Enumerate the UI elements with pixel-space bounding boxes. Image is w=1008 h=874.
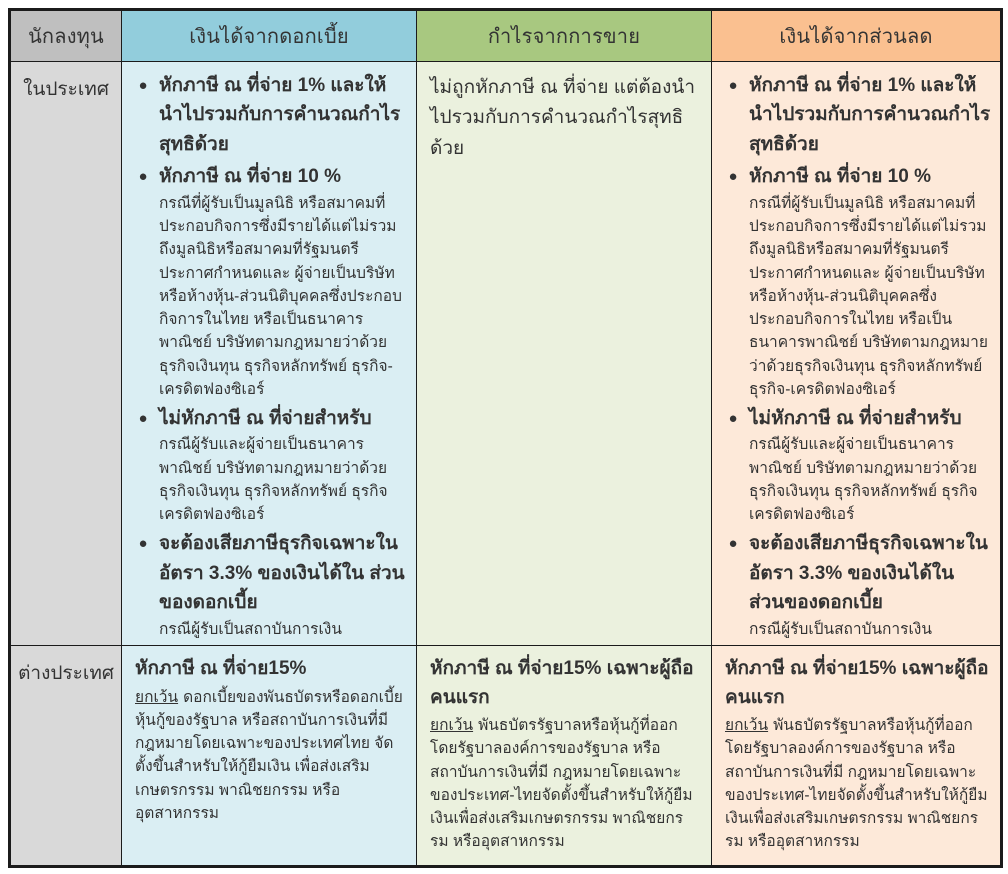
bullet-icon: ●: [138, 535, 148, 553]
cell-foreign-sale: [417, 646, 712, 867]
bullet-detail: กรณีที่ผู้รับเป็นมูลนิธิ หรือสมาคมที่ประกอบกิจการซึ่งมีรายได้แต่ไม่รวมถึงมูลนิธิหรือสมาคมที่รัฐมนตรีประกาศกำหนดและ ผู้จ่ายเป็นบริษัท หรือห้างหุ้น-ส่วนนิติบุคคลซึ่งประกอบกิจการในไทย หรือเป็นธนาคารพาณิชย์ บริษัทตามกฎหมายว่าด้วยธุรกิจเงินทุน ธุรกิจหลักทรัพย์ ธุรกิจ-เครดิตฟองซิเอร์: [749, 194, 988, 398]
row-label-domestic: ในประเทศ: [10, 62, 122, 646]
bullet-icon: ●: [728, 535, 738, 553]
sale-domestic-text: ไม่ถูกหักภาษี ณ ที่จ่าย แต่ต้องนำไปรวมกับการคำนวณกำไรสุทธิด้วย: [430, 77, 696, 159]
bullet-lead: หักภาษี ณ ที่จ่าย 10 %: [749, 166, 931, 188]
row-foreign: [10, 646, 1002, 867]
bullet-item: [127, 71, 409, 159]
bullet-icon: ●: [728, 410, 738, 427]
bullet-icon: ●: [728, 168, 738, 186]
bullet-lead: จะต้องเสียภาษีธุรกิจเฉพาะในอัตรา 3.3% ของเงินได้ใน ส่วนของดอกเบี้ย: [159, 533, 405, 614]
bullet-item: [127, 162, 409, 401]
tax-table: [8, 8, 1003, 868]
header-discount-income: เงินได้จากส่วนลด: [712, 10, 1002, 62]
cell-foreign-interest: [122, 646, 417, 867]
foreign-discount-lead: หักภาษี ณ ที่จ่าย15% เฉพาะผู้ถือคนแรก: [725, 658, 989, 708]
foreign-sale-detail: [430, 714, 700, 854]
bullet-icon: ●: [728, 77, 738, 94]
foreign-sale-lead: หักภาษี ณ ที่จ่าย15% เฉพาะผู้ถือคนแรก: [430, 658, 694, 708]
foreign-interest-lead: หักภาษี ณ ที่จ่าย15%: [135, 658, 307, 679]
row-label-foreign: ต่างประเทศ: [10, 646, 122, 867]
cell-foreign-discount: [712, 646, 1002, 867]
exception-text: ดอกเบี้ยของพันธบัตรหรือดอกเบี้ยหุ้นกู้ของรัฐบาล หรือสถาบันการเงินที่มีกฎหมายโดยเฉพาะของประเทศไทย จัดตั้งขึ้นสำหรับให้กู้ยืมเงิน เพื่อส่งเสริมเกษตรกรรม พาณิชยกรรม หรืออุตสาหกรรม: [135, 688, 403, 822]
bullet-lead: หักภาษี ณ ที่จ่าย 1% และให้นำไปรวมกับการคำนวณกำไรสุทธิด้วย: [159, 75, 401, 155]
header-sale-profit: กำไรจากการขาย: [417, 10, 712, 62]
bullet-item: [717, 529, 993, 641]
cell-domestic-interest: [122, 62, 417, 646]
exception-label: ยกเว้น: [725, 717, 769, 734]
bullet-detail: กรณีที่ผู้รับเป็นมูลนิธิ หรือสมาคมที่ประกอบกิจการซึ่งมีรายได้แต่ไม่รวมถึงมูลนิธิหรือสมาคมที่รัฐมนตรีประกาศกำหนดและ ผู้จ่ายเป็นบริษัท หรือห้างหุ้น-ส่วนนิติบุคคลซึ่งประกอบกิจการในไทย หรือเป็นธนาคารพาณิชย์ บริษัทตามกฎหมายว่าด้วยธุรกิจเงินทุน ธุรกิจหลักทรัพย์ ธุรกิจ-เครดิตฟองซิเอร์: [159, 194, 402, 398]
discount-bullet-list: [713, 63, 999, 641]
bullet-item: [127, 529, 409, 641]
header-investor: นักลงทุน: [10, 10, 122, 62]
bullet-item: [127, 404, 409, 526]
cell-domestic-sale: [417, 62, 712, 646]
bullet-item: [717, 162, 993, 401]
bullet-lead: หักภาษี ณ ที่จ่าย 10 %: [159, 166, 341, 188]
bullet-detail: กรณีผู้รับเป็นสถาบันการเงิน: [749, 620, 932, 638]
foreign-interest-detail: [135, 686, 405, 826]
foreign-discount-detail: [725, 714, 989, 854]
bullet-lead: ไม่หักภาษี ณ ที่จ่ายสำหรับ: [159, 408, 372, 429]
bullet-icon: ●: [138, 77, 148, 94]
bullet-item: [717, 71, 993, 159]
row-domestic: [10, 62, 1002, 646]
bullet-icon: ●: [138, 168, 148, 186]
exception-text: พันธบัตรรัฐบาลหรือหุ้นกู้ที่ออกโดยรัฐบาลองค์การของรัฐบาล หรือสถาบันการเงินที่มี กฎหมายโดยเฉพาะของประเทศ-ไทยจัดตั้งขึ้นสำหรับให้กู้ยืมเงินเพื่อส่งเสริมเกษตรกรรม พาณิชยกรรม หรืออุตสาหกรรม: [725, 717, 988, 851]
bullet-item: [717, 404, 993, 526]
bullet-detail: กรณีผู้รับและผู้จ่ายเป็นธนาคารพาณิชย์ บริษัทตามกฎหมายว่าด้วยธุรกิจเงินทุน ธุรกิจหลักทรัพย์ ธุรกิจเครดิตฟองซิเอร์: [159, 436, 388, 524]
header-row: [10, 10, 1002, 62]
header-interest-income: เงินได้จากดอกเบี้ย: [122, 10, 417, 62]
bullet-lead: จะต้องเสียภาษีธุรกิจเฉพาะในอัตรา 3.3% ของเงินได้ใน ส่วนของดอกเบี้ย: [749, 533, 988, 614]
exception-label: ยกเว้น: [430, 717, 474, 734]
bullet-lead: ไม่หักภาษี ณ ที่จ่ายสำหรับ: [749, 408, 962, 429]
exception-label: ยกเว้น: [135, 688, 179, 706]
bullet-detail: กรณีผู้รับและผู้จ่ายเป็นธนาคารพาณิชย์ บริษัทตามกฎหมายว่าด้วยธุรกิจเงินทุน ธุรกิจหลักทรัพย์ ธุรกิจเครดิตฟองซิเอร์: [749, 436, 978, 524]
bullet-lead: หักภาษี ณ ที่จ่าย 1% และให้นำไปรวมกับการคำนวณกำไรสุทธิด้วย: [749, 75, 991, 155]
interest-bullet-list: [123, 63, 415, 641]
bullet-icon: ●: [138, 410, 148, 427]
cell-domestic-discount: [712, 62, 1002, 646]
exception-text: พันธบัตรรัฐบาลหรือหุ้นกู้ที่ออกโดยรัฐบาลองค์การของรัฐบาล หรือสถาบันการเงินที่มี กฎหมายโดยเฉพาะของประเทศ-ไทยจัดตั้งขึ้นสำหรับให้กู้ยืมเงินเพื่อส่งเสริมเกษตรกรรม พาณิชยกรรม หรืออุตสาหกรรม: [430, 717, 693, 851]
bullet-detail: กรณีผู้รับเป็นสถาบันการเงิน: [159, 620, 342, 638]
